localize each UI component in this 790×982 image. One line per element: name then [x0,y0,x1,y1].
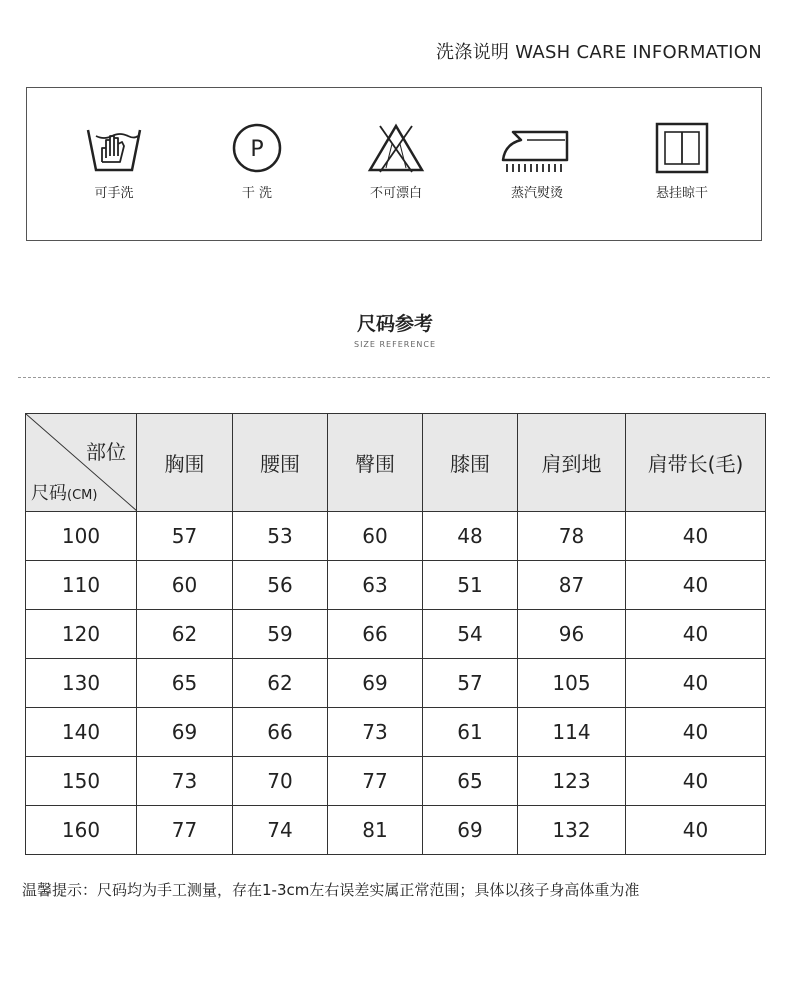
wash-care-title: 洗涤说明 WASH CARE INFORMATION [436,42,762,63]
table-cell: 73 [137,757,233,806]
table-row [26,512,766,561]
table-cell: 66 [328,610,423,659]
table-row [26,806,766,855]
size-reference-subtitle: SIZE REFERENCE [353,340,437,349]
table-cell: 63 [328,561,423,610]
wash-item-hand-wash [59,122,169,201]
hang-dry-icon [652,122,712,174]
table-cell: 110 [26,561,137,610]
table-cell: 40 [626,610,766,659]
table-cell: 40 [626,806,766,855]
table-cell: 65 [137,659,233,708]
table-cell: 54 [423,610,518,659]
table-header-row [26,414,766,512]
table-cell: 100 [26,512,137,561]
table-cell: 57 [137,512,233,561]
table-cell: 96 [518,610,626,659]
table-cell: 56 [233,561,328,610]
table-cell: 105 [518,659,626,708]
hand-wash-icon [84,122,144,174]
table-cell: 160 [26,806,137,855]
column-header: 肩到地 [518,414,626,512]
table-cell: 60 [328,512,423,561]
steam-iron-icon [497,122,577,174]
corner-header-cell [26,414,137,512]
column-header: 臀围 [328,414,423,512]
table-cell: 140 [26,708,137,757]
table-row [26,757,766,806]
wash-item-hang-dry [627,122,737,201]
wash-item-dry-clean [202,122,312,201]
table-cell: 78 [518,512,626,561]
table-cell: 51 [423,561,518,610]
table-cell: 69 [137,708,233,757]
wash-item-no-bleach [341,122,451,201]
table-cell: 57 [423,659,518,708]
column-header: 胸围 [137,414,233,512]
wash-label: 悬挂晾干 [655,186,708,201]
table-cell: 40 [626,708,766,757]
wash-label: 干 洗 [241,186,273,201]
dry-clean-p-icon [227,122,287,174]
table-cell: 150 [26,757,137,806]
table-cell: 40 [626,512,766,561]
corner-part-label: 部位 [86,440,126,464]
table-cell: 132 [518,806,626,855]
corner-size-text: 尺码 [31,483,67,504]
table-cell: 70 [233,757,328,806]
measurement-note: 温馨提示：尺码均为手工测量，存在1-3cm左右误差实属正常范围；具体以孩子身高体重为准 [22,881,640,899]
wash-item-steam-iron [482,122,592,201]
table-cell: 62 [137,610,233,659]
table-cell: 40 [626,561,766,610]
table-cell: 40 [626,659,766,708]
table-cell: 60 [137,561,233,610]
table-cell: 120 [26,610,137,659]
table-cell: 65 [423,757,518,806]
size-table-body [26,512,766,855]
table-cell: 81 [328,806,423,855]
table-cell: 59 [233,610,328,659]
wash-label: 可手洗 [94,186,134,201]
table-cell: 130 [26,659,137,708]
table-row [26,708,766,757]
svg-text:P: P [250,137,264,162]
table-cell: 69 [328,659,423,708]
wash-label: 不可漂白 [369,186,422,201]
table-cell: 62 [233,659,328,708]
table-row [26,610,766,659]
table-row [26,561,766,610]
table-cell: 48 [423,512,518,561]
table-cell: 77 [137,806,233,855]
wash-label: 蒸汽熨烫 [510,186,563,201]
corner-size-label [31,479,97,505]
table-cell: 66 [233,708,328,757]
wash-care-panel [26,87,762,241]
column-header: 肩带长(毛) [626,414,766,512]
table-cell: 73 [328,708,423,757]
table-row [26,659,766,708]
column-header: 腰围 [233,414,328,512]
corner-unit-text: (CM) [67,488,98,503]
table-cell: 40 [626,757,766,806]
table-cell: 74 [233,806,328,855]
table-cell: 77 [328,757,423,806]
size-reference-title: 尺码参考 [356,313,433,335]
table-cell: 61 [423,708,518,757]
size-table [25,413,766,855]
dotted-divider [18,377,770,378]
no-bleach-icon [366,122,426,174]
table-cell: 123 [518,757,626,806]
table-cell: 87 [518,561,626,610]
table-cell: 114 [518,708,626,757]
table-cell: 53 [233,512,328,561]
table-cell: 69 [423,806,518,855]
column-header: 膝围 [423,414,518,512]
